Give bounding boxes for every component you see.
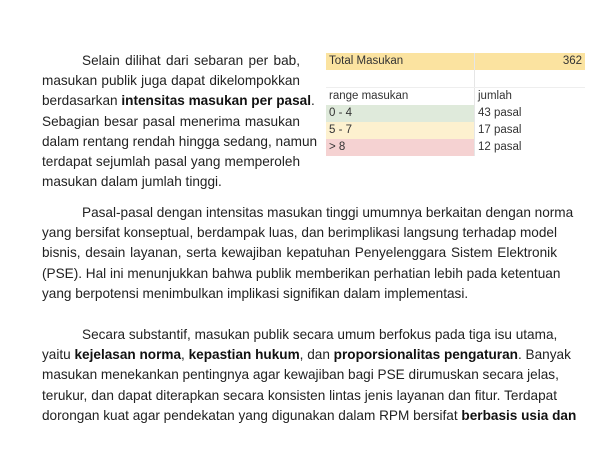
- text-line: [42, 112, 300, 132]
- text-line: [42, 51, 300, 71]
- text-line: [42, 264, 561, 284]
- blank-row: [326, 70, 585, 88]
- text-segment: terukur, dan dapat diterapkan secara konsisten lintas jenis layanan dan fitur. Terdapat: [42, 387, 557, 403]
- bold-text: berbasis usia dan: [461, 407, 577, 423]
- range-cell: 5 - 7: [326, 122, 475, 139]
- text-segment: , dan: [299, 347, 334, 363]
- text-line: [42, 223, 557, 243]
- text-line: [42, 345, 571, 365]
- text-segment: masukan menekankan pentingnya agar kewajiban bagi PSE dirumuskan secara jelas,: [42, 367, 559, 383]
- header-row: [326, 88, 585, 105]
- text-segment: Selain dilihat dari sebaran per bab,: [82, 53, 300, 68]
- table-row: [326, 105, 585, 122]
- table-row: [326, 122, 585, 139]
- count-cell: 12 pasal: [478, 141, 522, 153]
- text-line: [42, 152, 300, 172]
- text-segment: ,: [181, 347, 189, 363]
- text-line: [42, 325, 557, 345]
- header-count: jumlah: [478, 90, 512, 102]
- text-line: [42, 71, 300, 91]
- header-range: range masukan: [326, 88, 475, 105]
- total-label: Total Masukan: [326, 53, 475, 70]
- text-segment: berdasarkan: [42, 93, 122, 109]
- text-segment: bisnis, desain layanan, serta kewajiban kepatuhan Penyelenggara Sistem Elektronik: [42, 245, 557, 261]
- text-line: [42, 203, 574, 223]
- text-segment: yang berpotensi menimbulkan implikasi signifikan dalam implementasi.: [42, 285, 469, 301]
- bold-text: proporsionalitas pengaturan: [333, 347, 518, 363]
- text-segment: yang bersifat konseptual, berdampak luas, dan berimplikasi langsung terhadap model: [42, 225, 557, 241]
- paragraph-intensity-intro: [42, 51, 318, 192]
- total-value: 362: [562, 55, 582, 67]
- text-segment: (PSE). Hal ini menunjukkan bahwa publik memberikan perhatian lebih pada ketentuan: [42, 265, 561, 281]
- text-segment: . Banyak: [517, 347, 571, 363]
- text-segment: terdapat sejumlah pasal yang memperoleh: [42, 153, 300, 169]
- text-line: [42, 132, 318, 152]
- text-line: [42, 91, 315, 111]
- range-cell: > 8: [326, 139, 475, 156]
- paragraph-substantive-issues: [42, 325, 577, 426]
- text-segment: Secara substantif, masukan publik secara umum berfokus pada tiga isu utama,: [82, 327, 558, 342]
- table-row: [326, 139, 585, 156]
- text-line: [42, 243, 557, 263]
- range-cell: 0 - 4: [326, 105, 475, 122]
- count-cell: 43 pasal: [478, 107, 522, 119]
- count-cell: 17 pasal: [478, 124, 522, 136]
- text-line: [42, 284, 557, 304]
- bold-text: kejelasan norma: [74, 347, 182, 363]
- text-line: [42, 172, 300, 192]
- text-line: [42, 365, 557, 385]
- text-segment: masukan publik juga dapat dikelompokkan: [42, 73, 300, 89]
- text-segment: .: [311, 93, 315, 109]
- text-line: [42, 406, 577, 426]
- text-segment: dalam rentang rendah hingga sedang, namun: [42, 133, 318, 149]
- text-segment: Pasal-pasal dengan intensitas masukan tinggi umumnya berkaitan dengan norma: [82, 205, 574, 220]
- total-row: [326, 53, 585, 70]
- bold-text: intensitas masukan per pasal: [121, 93, 311, 109]
- text-line: [42, 386, 557, 406]
- text-segment: yaitu: [42, 347, 75, 363]
- text-segment: masukan dalam jumlah tinggi.: [42, 174, 222, 190]
- bold-text: kepastian hukum: [188, 347, 300, 363]
- text-segment: Sebagian besar pasal menerima masukan: [42, 113, 300, 129]
- paragraph-high-intensity: [42, 203, 574, 304]
- submission-range-table: [326, 53, 585, 156]
- text-segment: dorongan kuat agar pendekatan yang digunakan dalam RPM bersifat: [42, 407, 462, 423]
